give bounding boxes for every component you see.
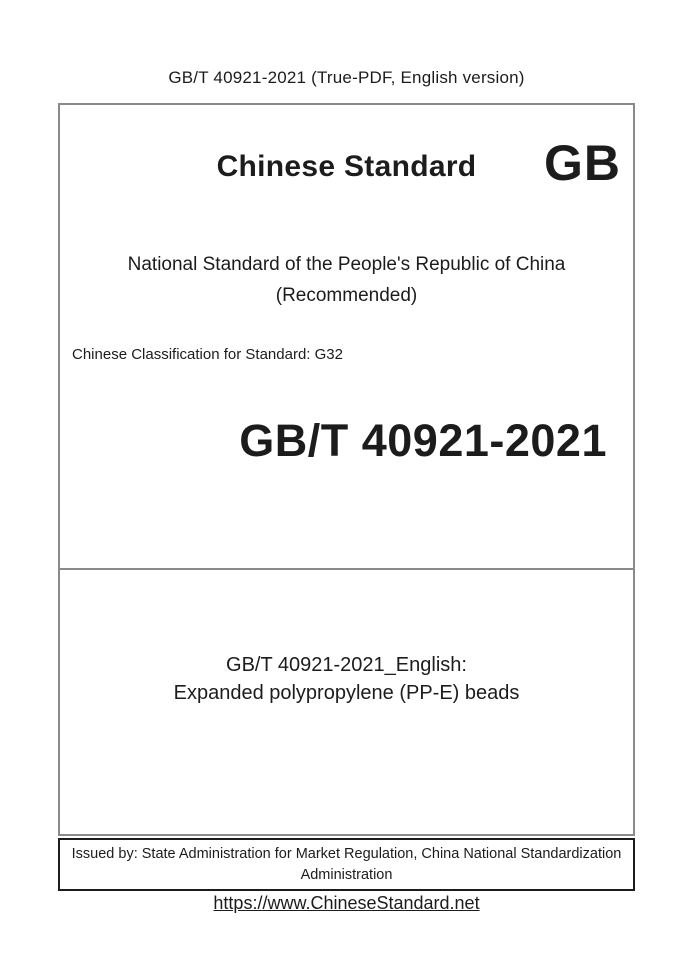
doc-title-line2: Expanded polypropylene (PP-E) beads (173, 682, 520, 704)
issued-by-text: Issued by: State Administration for Market Regulation, China National Standardization Administration (71, 846, 622, 883)
standard-code: GB/T 40921-2021 (239, 415, 607, 466)
gb-logo: GB (544, 135, 621, 191)
doc-title-line1: GB/T 40921-2021_English: (226, 654, 467, 676)
website-link-row (0, 893, 693, 914)
website-link[interactable]: https://www.ChineseStandard.net (213, 893, 480, 913)
section-divider (58, 568, 635, 570)
page-header-title: GB/T 40921-2021 (True-PDF, English version) (168, 68, 525, 87)
doc-title (60, 651, 633, 707)
recommended-line: (Recommended) (275, 285, 418, 306)
issued-by-box (58, 838, 635, 891)
cover-main-box (58, 103, 635, 836)
classification-line: Chinese Classification for Standard: G32 (72, 346, 343, 363)
brand-title: Chinese Standard (216, 150, 477, 183)
standard-type-line: National Standard of the People's Republic of China (127, 254, 566, 275)
